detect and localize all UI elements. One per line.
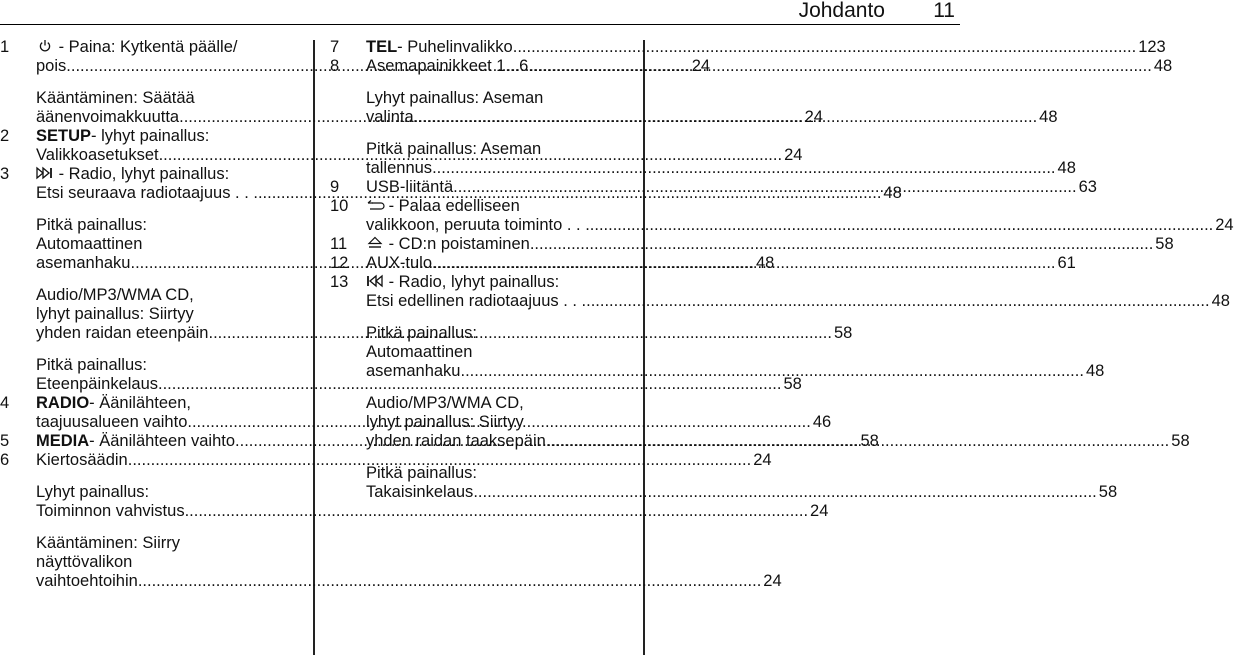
entry-text: - lyhyt painallus:	[91, 127, 210, 145]
dot-leader	[138, 572, 761, 591]
page-reference[interactable]: 48	[1085, 362, 1105, 380]
entry-text-last: taajuusalueen vaihto	[36, 413, 188, 431]
entry-text-last: USB-liitäntä	[366, 178, 454, 196]
dot-leader	[586, 292, 1209, 311]
entry-text-last: - Äänilähteen vaihto	[89, 432, 236, 450]
next-track-icon	[36, 165, 54, 184]
page-reference[interactable]: 24	[763, 572, 782, 590]
entry-number: 9	[330, 178, 340, 196]
entry-text: Lyhyt painallus:	[36, 483, 150, 501]
entry-text: Kääntäminen: Säätää	[36, 89, 195, 107]
entry-text-last: Etsi seuraava radiotaajuus . . .	[36, 184, 258, 202]
entry-text: - Paina: Kytkentä päälle/	[58, 38, 238, 56]
eject-icon	[366, 235, 384, 254]
entry-text-last: äänenvoimakkuutta	[36, 108, 180, 126]
entry-text: Automaattinen	[36, 235, 143, 253]
index-entry	[330, 197, 1234, 235]
entry-number: 4	[0, 394, 10, 412]
entry-number: 5	[0, 432, 10, 450]
page-reference[interactable]: 58	[833, 324, 853, 342]
dot-leader	[528, 57, 1151, 76]
entry-text-last: yhden raidan eteenpäin	[36, 324, 209, 342]
entry-number: 1	[0, 38, 10, 56]
entry-text: - Palaa edelliseen	[388, 197, 520, 215]
prev-track-icon	[366, 273, 384, 292]
entry-text-last: vaihtoehtoihin	[36, 572, 138, 590]
entry-text-last: Kiertosäädin	[36, 451, 128, 469]
entry-text-last: asemanhaku	[36, 254, 131, 272]
entry-number: 12	[330, 254, 349, 272]
page-reference[interactable]: 58	[783, 375, 802, 393]
page-reference[interactable]: 24	[1215, 216, 1234, 234]
entry-text: Pitkä painallus:	[36, 216, 147, 234]
entry-text: Pitkä painallus:	[366, 324, 477, 342]
entry-text: näyttövalikon	[36, 553, 133, 571]
power-icon	[36, 38, 54, 57]
entry-number: 2	[0, 127, 10, 145]
entry-number: 6	[0, 451, 10, 469]
entry-number: 11	[330, 235, 348, 253]
index-entry	[0, 451, 772, 470]
entry-text-last: yhden raidan taaksepäin	[366, 432, 546, 450]
entry-text-last: valinta	[366, 108, 414, 126]
page-reference[interactable]: 48	[1153, 57, 1173, 75]
page-number: 11	[933, 0, 955, 22]
page-reference[interactable]: 24	[753, 451, 772, 469]
entry-number: 3	[0, 165, 10, 183]
entry-text-last: tallennus	[366, 159, 433, 177]
dot-leader	[590, 216, 1213, 235]
dot-leader	[530, 235, 1153, 254]
page-reference[interactable]: 24	[804, 108, 823, 126]
entry-text: - Radio, lyhyt painallus:	[58, 165, 230, 183]
entry-number: 13	[330, 273, 349, 291]
index-subentry	[366, 464, 1118, 502]
index-entry	[330, 38, 1166, 57]
entry-text-last: AUX-tulo	[366, 254, 433, 272]
dot-leader	[432, 254, 1055, 273]
entry-text-last: Etsi edellinen radiotaajuus . . .	[366, 292, 587, 310]
index-subentry	[36, 534, 782, 591]
entry-text: Audio/MP3/WMA CD,	[36, 286, 194, 304]
page-reference[interactable]: 123	[1138, 38, 1166, 56]
page-reference[interactable]: 58	[860, 432, 879, 450]
entry-text: Pitkä painallus:	[366, 464, 477, 482]
page-reference[interactable]: 24	[810, 502, 829, 520]
page-reference[interactable]: 48	[883, 184, 902, 202]
page-reference[interactable]: 63	[1078, 178, 1097, 196]
entry-text: - Radio, lyhyt painallus:	[388, 273, 560, 291]
entry-text: - Äänilähteen,	[89, 394, 191, 412]
entry-text-last: pois	[36, 57, 67, 75]
button-label: MEDIA	[36, 432, 90, 450]
dot-leader	[432, 159, 1055, 178]
page-reference[interactable]: 58	[1155, 235, 1174, 253]
dot-leader	[546, 432, 1169, 451]
entry-text-last: Takaisinkelaus	[366, 483, 474, 501]
dot-leader	[453, 178, 1076, 197]
entry-text-last: Toiminnon vahvistus	[36, 502, 185, 520]
page-reference[interactable]: 58	[1171, 432, 1190, 450]
dot-leader	[185, 502, 808, 521]
entry-text: Pitkä painallus:	[36, 356, 147, 374]
entry-number: 7	[330, 38, 340, 56]
dot-leader	[414, 108, 1037, 127]
page-reference[interactable]: 46	[812, 413, 832, 431]
entry-text-last: - Puhelinvalikko	[397, 38, 513, 56]
entry-text: Kääntäminen: Siirry	[36, 534, 180, 552]
index-entry	[330, 235, 1174, 254]
page-reference[interactable]: 24	[691, 57, 711, 75]
entry-number: 10	[330, 197, 349, 215]
page-reference[interactable]: 48	[755, 254, 775, 272]
page-reference[interactable]: 58	[1098, 483, 1118, 501]
dot-leader	[473, 483, 1096, 502]
button-label: SETUP	[36, 127, 92, 145]
entry-text: Automaattinen	[366, 343, 473, 361]
entry-text: lyhyt painallus: Siirtyy	[366, 413, 524, 431]
dot-leader	[513, 38, 1136, 57]
button-label: RADIO	[36, 394, 90, 412]
page-reference[interactable]: 61	[1057, 254, 1076, 272]
page-reference[interactable]: 48	[1211, 292, 1230, 310]
page-reference[interactable]: 48	[1039, 108, 1058, 126]
button-label: TEL	[366, 38, 398, 56]
entry-text-last: Asemapainikkeet 1...6	[366, 57, 529, 75]
page-reference[interactable]: 48	[1057, 159, 1076, 177]
header-rule	[0, 24, 960, 25]
entry-text-last: valikkoon, peruuta toiminto . . .	[366, 216, 590, 234]
dot-leader	[460, 362, 1083, 381]
section-title: Johdanto	[798, 0, 885, 22]
entry-text: Audio/MP3/WMA CD,	[366, 394, 524, 412]
entry-text: Pitkä painallus: Aseman	[366, 140, 542, 158]
entry-text: lyhyt painallus: Siirtyy	[36, 305, 194, 323]
back-icon	[366, 197, 384, 216]
entry-text-last: - CD:n poistaminen	[388, 235, 530, 253]
index-entry	[330, 273, 1230, 311]
entry-text-last: Valikkoasetukset	[36, 146, 159, 164]
entry-number: 8	[330, 57, 340, 75]
entry-text-last: Eteenpäinkelaus	[36, 375, 159, 393]
entry-text: Lyhyt painallus: Aseman	[366, 89, 544, 107]
page-reference[interactable]: 24	[784, 146, 803, 164]
entry-text-last: asemanhaku	[366, 362, 461, 380]
